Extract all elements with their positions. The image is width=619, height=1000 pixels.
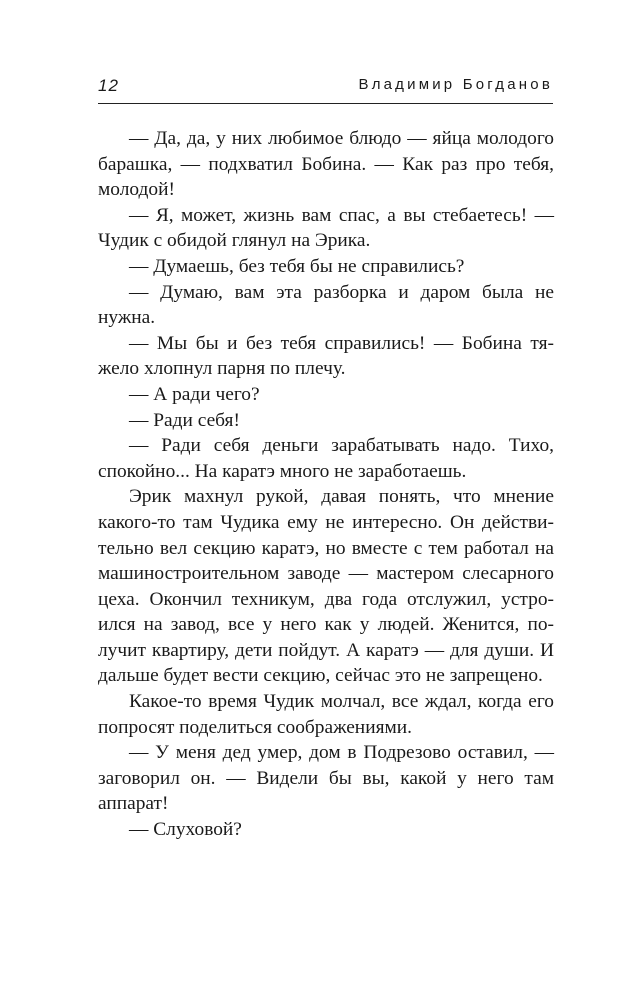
paragraph-10: Какое-то время Чудик молчал, все ждал, когда его попросят поделиться соображениями. bbox=[98, 691, 554, 738]
paragraph-7: — Ради себя! bbox=[129, 409, 240, 431]
paragraph-5: — Мы бы и без тебя справились! — Бобина тяжело хлопнул парня по плечу. bbox=[98, 332, 554, 380]
header-rule bbox=[98, 103, 553, 104]
paragraph-1: — Да, да, у них любимое блюдо — яйца молодого барашка, — подхватил Бобина. — Как раз про тебя, молодой! bbox=[98, 128, 554, 201]
paragraph-12: — Слуховой? bbox=[129, 819, 242, 841]
paragraph-9: Эрик махнул рукой, давая понять, что мнение какого-то там Чудика ему не интересно. Он действительно вел секцию каратэ, но вместе с тем работал на машиностроительном заводе — мастером слесарного цеха. Окончил техникум, два года отслужил, устроился на завод, все у него как у людей. Женится, получит квартиру, дети пойдут. А каратэ — для души. И дальше будет вести секцию, сейчас это не запрещено. bbox=[98, 486, 554, 687]
body-text bbox=[98, 126, 554, 843]
paragraph-6: — А ради чего? bbox=[129, 383, 260, 405]
paragraph-11: — У меня дед умер, дом в Подрезово оставил, — заговорил он. — Видели бы вы, какой у него там аппарат! bbox=[98, 742, 554, 815]
paragraph-2: — Я, может, жизнь вам спас, а вы стебаетесь! — Чудик с обидой глянул на Эрика. bbox=[98, 204, 554, 252]
page-header bbox=[98, 76, 553, 104]
paragraph-8: — Ради себя деньги зарабатывать надо. Тихо, спокойно... На каратэ много не заработаешь. bbox=[98, 435, 554, 482]
page-number: 12 bbox=[98, 76, 119, 95]
running-head-author: Владимир Богданов bbox=[358, 76, 553, 93]
paragraph-4: — Думаю, вам эта разборка и даром была не нужна. bbox=[98, 281, 554, 329]
paragraph-3: — Думаешь, без тебя бы не справились? bbox=[129, 255, 465, 277]
